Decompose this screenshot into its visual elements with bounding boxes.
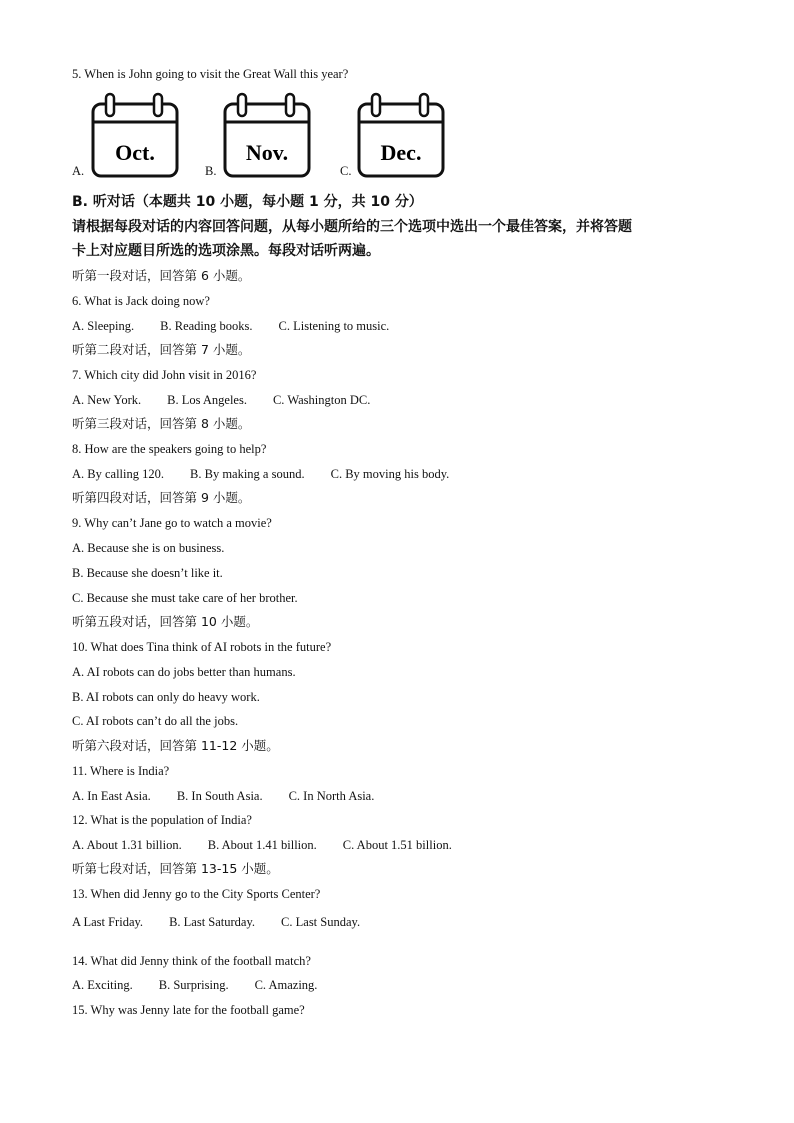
q5-option-c-letter: C. xyxy=(340,164,352,178)
dialogue-2-note: 听第二段对话，回答第 7 小题。 xyxy=(72,342,251,357)
q7-option-a: A. New York. xyxy=(72,393,142,407)
q13-question: 13. When did Jenny go to the City Sports Center? xyxy=(72,887,321,901)
calendar-month-nov: Nov. xyxy=(245,140,289,165)
q6-option-c: C. Listening to music. xyxy=(278,319,390,333)
q13-options xyxy=(72,914,386,930)
dialogue-6-note: 听第六段对话，回答第 11-12 小题。 xyxy=(72,738,279,753)
q5-option-b-letter: B. xyxy=(205,164,217,178)
q11-option-b: B. In South Asia. xyxy=(176,789,263,803)
calendar-month-dec: Dec. xyxy=(380,140,422,165)
q7-options xyxy=(72,392,396,408)
q10-option-c: C. AI robots can’t do all the jobs. xyxy=(72,714,239,728)
q9-option-c: C. Because she must take care of her brother. xyxy=(72,591,298,605)
calendar-month-oct: Oct. xyxy=(115,140,155,165)
q14-option-b: B. Surprising. xyxy=(158,978,229,992)
q8-option-a: A. By calling 120. xyxy=(72,467,165,481)
q8-question: 8. How are the speakers going to help? xyxy=(72,442,267,456)
q8-options xyxy=(72,466,475,482)
q9-question: 9. Why can’t Jane go to watch a movie? xyxy=(72,516,272,530)
q6-option-b: B. Reading books. xyxy=(160,319,253,333)
q12-option-b: B. About 1.41 billion. xyxy=(207,838,317,852)
dialogue-4-note: 听第四段对话，回答第 9 小题。 xyxy=(72,490,251,505)
q12-option-c: C. About 1.51 billion. xyxy=(342,838,452,852)
q14-question: 14. What did Jenny think of the football match? xyxy=(72,954,311,968)
q13-option-a: A Last Friday. xyxy=(72,915,144,929)
q13-option-b: B. Last Saturday. xyxy=(169,915,256,929)
q7-question: 7. Which city did John visit in 2016? xyxy=(72,368,257,382)
section-b-title: B. 听对话（本题共 10 小题，每小题 1 分，共 10 分） xyxy=(72,194,423,210)
section-b-instruction-1: 请根据每段对话的内容回答问题，从每小题所给的三个选项中选出一个最佳答案，并将答题 xyxy=(72,219,632,235)
q11-option-a: A. In East Asia. xyxy=(72,789,151,803)
q11-options xyxy=(72,788,400,804)
q7-option-b: B. Los Angeles. xyxy=(167,393,247,407)
q6-question: 6. What is Jack doing now? xyxy=(72,294,210,308)
q8-option-b: B. By making a sound. xyxy=(190,467,305,481)
q11-question: 11. Where is India? xyxy=(72,764,170,778)
q6-option-a: A. Sleeping. xyxy=(72,319,135,333)
q14-options xyxy=(72,977,343,993)
dialogue-1-note: 听第一段对话，回答第 6 小题。 xyxy=(72,268,251,283)
section-b-instruction-2: 卡上对应题目所选的选项涂黑。每段对话听两遍。 xyxy=(72,243,380,259)
calendar-icon-oct xyxy=(90,92,180,178)
calendar-icon-nov xyxy=(222,92,312,178)
q14-option-c: C. Amazing. xyxy=(254,978,318,992)
q8-option-c: C. By moving his body. xyxy=(330,467,450,481)
dialogue-7-note: 听第七段对话，回答第 13-15 小题。 xyxy=(72,861,279,876)
q11-option-c: C. In North Asia. xyxy=(288,789,375,803)
q10-option-a: A. AI robots can do jobs better than humans. xyxy=(72,665,296,679)
q15-question: 15. Why was Jenny late for the football game? xyxy=(72,1003,305,1017)
dialogue-3-note: 听第三段对话，回答第 8 小题。 xyxy=(72,416,251,431)
q6-options xyxy=(72,318,415,334)
calendar-icon-dec xyxy=(356,92,446,178)
q10-option-b: B. AI robots can only do heavy work. xyxy=(72,690,260,704)
dialogue-5-note: 听第五段对话，回答第 10 小题。 xyxy=(72,614,259,629)
q14-option-a: A. Exciting. xyxy=(72,978,133,992)
q5-option-a-letter: A. xyxy=(72,164,85,178)
q10-question: 10. What does Tina think of AI robots in the future? xyxy=(72,640,332,654)
q12-question: 12. What is the population of India? xyxy=(72,813,252,827)
q9-option-b: B. Because she doesn’t like it. xyxy=(72,566,223,580)
q12-options xyxy=(72,837,478,853)
q7-option-c: C. Washington DC. xyxy=(272,393,371,407)
q12-option-a: A. About 1.31 billion. xyxy=(72,838,182,852)
q5-question: 5. When is John going to visit the Great Wall this year? xyxy=(72,67,349,81)
q9-option-a: A. Because she is on business. xyxy=(72,541,225,555)
q13-option-c: C. Last Sunday. xyxy=(281,915,361,929)
